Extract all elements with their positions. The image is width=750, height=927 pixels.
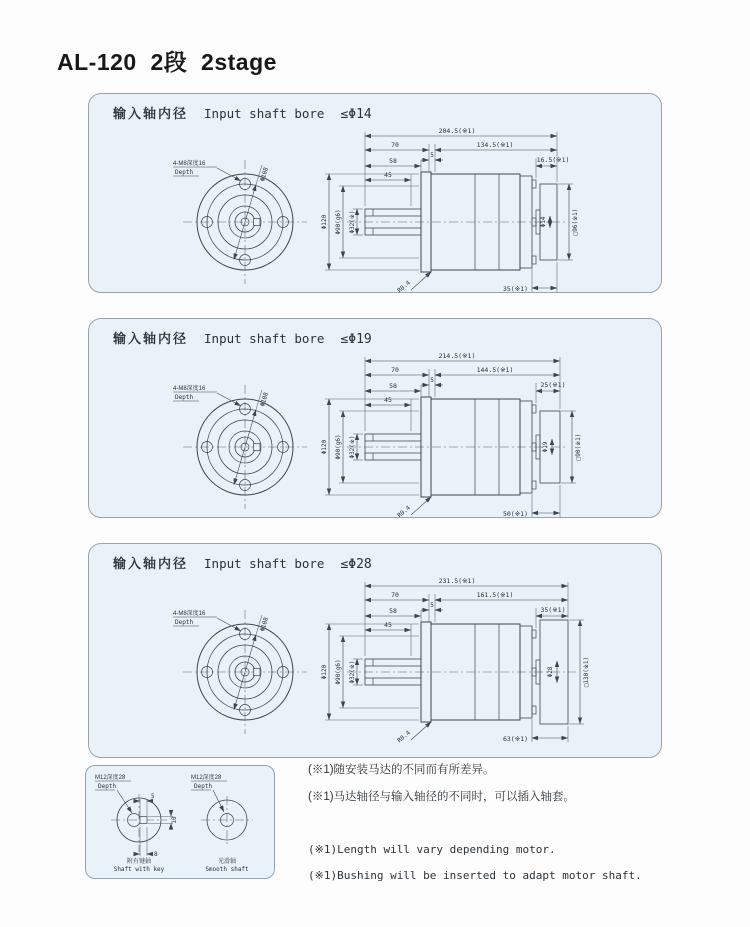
key-dim-top: 5 [151, 793, 155, 800]
key-dim-side: 10 [171, 816, 178, 824]
shaft-with-key-view [95, 773, 178, 873]
dim-motor-flange-square: □96(※1) [572, 208, 579, 236]
dim-mid: 144.5(※1) [476, 366, 514, 374]
panel-header [89, 319, 661, 347]
bolt-circle-dia-label: Φ108 [259, 391, 271, 408]
page-title: AL-120 2段 2stage [57, 49, 277, 75]
dim-motor-shaft-dia: Φ28 [547, 666, 554, 678]
dim-adapter-length: 35(※1) [502, 285, 528, 293]
dim-phi90: Φ90(g6) [335, 209, 342, 235]
dim-adapter-width: 16.5(※1) [536, 156, 570, 164]
front-view [173, 159, 307, 284]
dim-phi32: Φ32(※) [349, 660, 356, 684]
bore-panel-2 [88, 318, 662, 518]
bolt-pattern-label: 4-M8深度16 [173, 161, 206, 167]
tap-depth-label: Depth [194, 783, 213, 790]
side-view [321, 352, 582, 519]
dim-overall: 204.5(※1) [438, 127, 476, 135]
side-view [321, 577, 590, 744]
panel-header-bore-value: ≤Φ14 [340, 107, 372, 122]
caption-cn-key: 附有键轴 [126, 859, 152, 865]
dim-45: 45 [384, 621, 392, 629]
bolt-circle-dia-label: Φ108 [259, 166, 271, 183]
caption-cn-smooth: 光滑轴 [217, 859, 237, 865]
dim-adapter-width: 35(※1) [540, 606, 566, 614]
dim-r04: R0.4 [396, 279, 412, 295]
dim-58: 58 [389, 157, 397, 165]
dim-phi120: Φ120 [321, 664, 328, 680]
dim-mid: 161.5(※1) [476, 591, 514, 599]
panel-header-bore-value: ≤Φ28 [340, 557, 372, 572]
tap-depth-label: Depth [98, 783, 117, 790]
panel-header-cn: 输入轴内径 [113, 106, 189, 121]
dimension-lines [321, 577, 590, 744]
dim-5: 5 [430, 377, 434, 384]
dim-70: 70 [391, 366, 399, 374]
footnotes [308, 764, 656, 895]
note-cn-2: (※1)马达轴径与输入轴径的不同时，可以插入轴套。 [308, 790, 576, 803]
dim-adapter-width: 25(※1) [540, 381, 566, 389]
panel-header-en: Input shaft bore [204, 331, 325, 346]
dim-5: 5 [430, 602, 434, 609]
dim-r04: R0.4 [396, 504, 412, 520]
dim-phi32: Φ32(※) [349, 210, 356, 234]
dim-adapter-length: 63(※1) [502, 735, 528, 743]
bolt-pattern-label: 4-M8深度16 [173, 611, 206, 617]
dimension-lines [321, 352, 582, 519]
bolt-depth-label: Depth [175, 619, 194, 626]
body-outline [421, 620, 568, 724]
front-view [173, 384, 307, 509]
gearbox-drawing [95, 572, 655, 746]
dim-r04: R0.4 [396, 729, 412, 745]
dim-58: 58 [389, 607, 397, 615]
dim-70: 70 [391, 141, 399, 149]
panel-header-en: Input shaft bore [204, 556, 325, 571]
key-dim-bottom: 8 [154, 851, 158, 858]
dim-70: 70 [391, 591, 399, 599]
note-en-1: (※1)Length will vary depending motor. [308, 842, 556, 856]
shaft-type-drawing [87, 766, 273, 876]
smooth-shaft-view [191, 773, 253, 873]
caption-en-smooth: Smooth shaft [205, 866, 249, 873]
front-view [173, 609, 307, 734]
dim-phi32: Φ32(※) [349, 435, 356, 459]
bolt-depth-label: Depth [175, 169, 194, 176]
bolt-circle-dia-label: Φ108 [259, 616, 271, 633]
panel-header-en: Input shaft bore [204, 106, 325, 121]
bore-panel-1 [88, 93, 662, 293]
gearbox-drawing [95, 347, 655, 521]
tap-label: M12深度28 [95, 775, 126, 781]
dim-adapter-length: 50(※1) [502, 510, 528, 518]
gearbox-drawing [95, 122, 655, 296]
note-en-2: (※1)Bushing will be inserted to adapt motor shaft. [308, 868, 642, 882]
panel-header-cn: 输入轴内径 [113, 556, 189, 571]
dim-phi120: Φ120 [321, 214, 328, 230]
dim-58: 58 [389, 382, 397, 390]
dim-overall: 214.5(※1) [438, 352, 476, 360]
dim-5: 5 [430, 152, 434, 159]
dim-45: 45 [384, 396, 392, 404]
dim-phi90: Φ90(g6) [335, 659, 342, 685]
dim-phi120: Φ120 [321, 439, 328, 455]
caption-en-key: Shaft with key [113, 866, 165, 873]
note-cn-1: (※1)随安装马达的不同而有所差异。 [308, 764, 495, 776]
bolt-depth-label: Depth [175, 394, 194, 401]
dim-45: 45 [384, 171, 392, 179]
dim-overall: 231.5(※1) [438, 577, 476, 585]
dim-mid: 134.5(※1) [476, 141, 514, 149]
notes-gap [308, 818, 656, 843]
panel-header-cn: 输入轴内径 [113, 331, 189, 346]
dim-motor-flange-square: □90(※1) [575, 433, 582, 461]
side-view [321, 127, 579, 294]
dim-motor-shaft-dia: Φ14 [540, 216, 547, 228]
dim-motor-flange-square: □130(※1) [583, 656, 590, 688]
bore-panel-3 [88, 543, 662, 758]
tap-label: M12深度28 [191, 775, 222, 781]
bolt-pattern-label: 4-M8深度16 [173, 386, 206, 392]
panel-header-bore-value: ≤Φ19 [340, 332, 372, 347]
dim-motor-shaft-dia: Φ19 [542, 441, 549, 453]
dim-phi90: Φ90(g6) [335, 434, 342, 460]
panel-header [89, 94, 661, 122]
panel-header [89, 544, 661, 572]
shaft-type-panel [85, 765, 275, 879]
